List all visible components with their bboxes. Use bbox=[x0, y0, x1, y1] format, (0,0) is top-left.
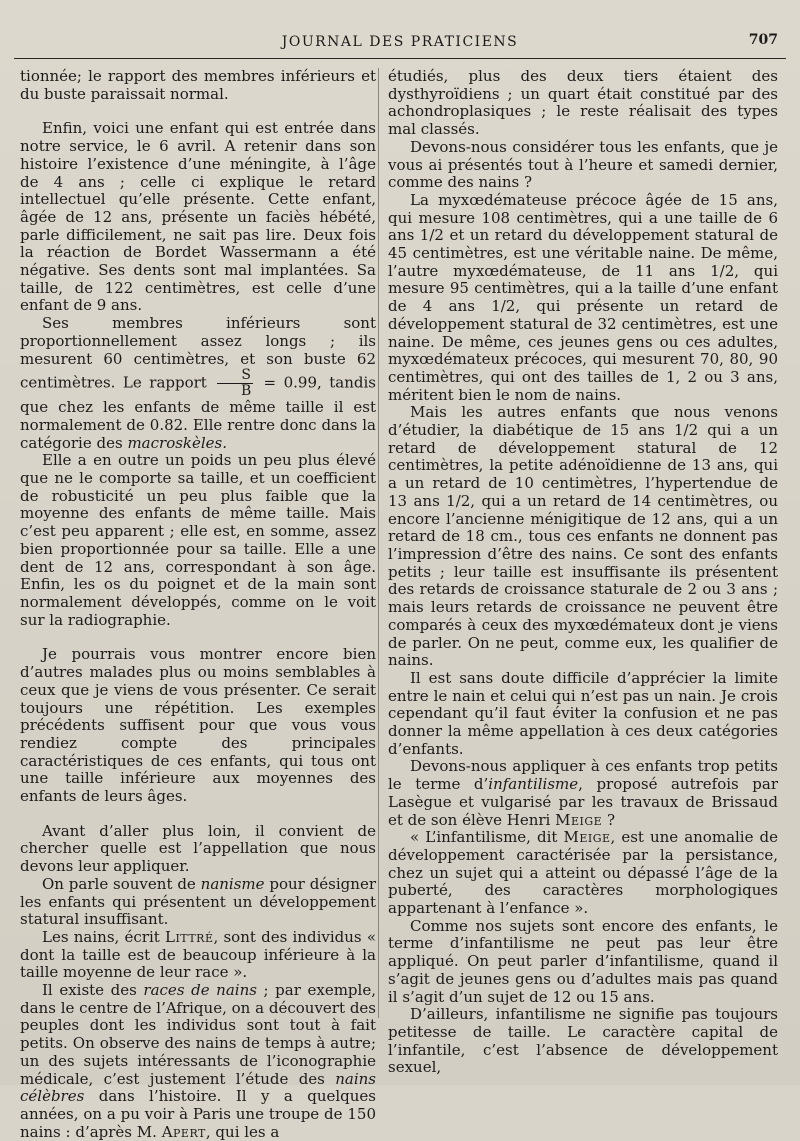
paragraph: Comme nos sujets sont encore des enfants, le terme d’infantilisme ne peut pas leur être appliqué. On peut parler d’infantilisme, quand il s’agit de jeunes gens ou d’adultes mais pas quand il s’agit d’un sujet de 12 ou 15 ans. bbox=[388, 916, 778, 1006]
text-run: , qui les a bbox=[205, 1122, 280, 1141]
text-run: ; par exemple, dans le centre de l’Afrique, on a découvert des peuples dont les individus sont tout à fait petits. On observe des nains de temps à autre; un des sujets intéressants de l’iconographie médicale, c’est justement l’étude des bbox=[20, 981, 376, 1088]
paragraph: Enfin, voici une enfant qui est entrée dans notre service, le 6 avril. A retenir dans son histoire l’existence d’une méningite, à l’âge de 4 ans ; celle ci explique le retard intellectuel qu’elle présente. Cette enfant, âgée de 12 ans, présente un faciès hébété, parle difficilement, ne sait pas lire. Deux fois la réaction de Bordet Wassermann a été négative. Ses dents sont mal implantées. Sa taille, de 122 centimètres, est celle d’une enfant de 9 ans. bbox=[20, 119, 376, 315]
paragraph: Je pourrais vous montrer encore bien d’autres malades plus ou moins semblables à ceux que je viens de vous présenter. Ce serait toujours une répétition. Les exemples précédents suffisent pour que vous vous rendiez compte des principales caractéristiques de ces enfants, qui tous ont une taille inférieure aux moyennes des enfants de leurs âges. bbox=[20, 645, 376, 806]
text-run: dans l’histoire. Il y a quelques années, on a pu voir à Paris une troupe de 150 nains : d’après M. bbox=[20, 1087, 376, 1141]
paragraph: Elle a en outre un poids un peu plus élevé que ne le comporte sa taille, et un coefficient de robusticité un peu plus faible que la moyenne des enfants de même taille. Mais c’est peu apparent ; elle est, en somme, assez bien proportionnée pour sa taille. Elle a une dent de 12 ans, correspondant à son âge. Enfin, les os du poignet et de la main sont normalement développés, comme on le voit sur la radiographie. bbox=[20, 451, 376, 629]
paragraph: D’ailleurs, infantilisme ne signifie pas toujours petitesse de taille. Le caractère capital de l’infantile, c’est l’absence de développement sexuel, bbox=[388, 1005, 778, 1077]
paragraph: Il est sans doute difficile d’apprécier la limite entre le nain et celui qui n’est pas un nain. Je crois cependant qu’il faut éviter la confusion et ne pas donner la même appellation à ces deux catégories d’enfants. bbox=[388, 668, 778, 758]
text-run: Il existe des bbox=[42, 981, 137, 1000]
text-run: « L’infantilisme, dit bbox=[410, 828, 558, 847]
term-italic: macroskèles. bbox=[127, 433, 228, 452]
page-number: 707 bbox=[748, 32, 778, 48]
text-run: Ses membres inférieurs sont proportionnellement assez longs ; ils mesurent 60 centimètres, et son buste 62 centimètres. Le rapport bbox=[20, 314, 376, 392]
paragraph bbox=[20, 982, 376, 1141]
running-title: JOURNAL DES PRATICIENS bbox=[281, 34, 519, 50]
text-run: , est une anomalie de développement caractérisée par la persistance, chez un sujet qui a atteint ou dépassé l’âge de la puberté, des caractères morphologiques appartenant à l’enfance ». bbox=[388, 828, 778, 918]
fraction-denominator: B bbox=[241, 383, 252, 400]
term-italic: nains célèbres bbox=[20, 1069, 376, 1106]
text-run: , proposé autrefois par Lasègue et vulgarisé par les travaux de Brissaud et de son élève Henri bbox=[388, 775, 778, 829]
paragraph: Avant d’aller plus loin, il convient de chercher quelle est l’appellation que nous devons leur appliquer. bbox=[20, 821, 376, 876]
text-run: Devons-nous appliquer à ces enfants trop petits le terme d’ bbox=[388, 757, 778, 794]
paragraph bbox=[20, 929, 376, 982]
author-name: Meige bbox=[555, 810, 603, 829]
paragraph: Devons-nous considérer tous les enfants, que je vous ai présentés tout à l’heure et samedi dernier, comme des nains ? bbox=[388, 137, 778, 192]
paragraph bbox=[388, 758, 778, 829]
text-run: , sont des individus « dont la taille est de beaucoup inférieure à la taille moyenne de leur race ». bbox=[20, 927, 376, 982]
text-run: On parle souvent de bbox=[42, 874, 196, 893]
paragraph: Mais les autres enfants que nous venons d’étudier, la diabétique de 15 ans 1/2 qui a un retard de développement statural de 12 centimètres, la petite adénoïdienne de 13 ans, qui a un retard de 10 centimètres, l’hypertendue de 13 ans 1/2, qui a un retard de 14 centimètres, ou encore l’ancienne ménigitique de 12 ans, qui a un retard de 18 cm., tous ces enfants ne donnent pas l’impression d’être des nains. Ce sont des enfants petits ; leur taille est insuffisante ils présentent des retards de croissance staturale de 2 ou 3 ans ; mais leurs retards de croissance ne peuvent être comparés à ceux des myxœdémateux dont je viens de parler. On ne peut, comme eux, les qualifier de nains. bbox=[388, 403, 778, 670]
left-column bbox=[20, 68, 376, 1141]
term-italic: nanisme bbox=[200, 874, 265, 893]
column-divider bbox=[378, 68, 379, 1018]
text-run: = 0.99, tandis que chez les enfants de même taille il est normalement de 0.82. Elle rentre donc dans la catégorie des bbox=[20, 373, 377, 452]
text-run: Les nains, écrit bbox=[42, 927, 160, 946]
author-name: Apert bbox=[161, 1122, 206, 1141]
paragraph: La myxœdémateuse précoce âgée de 15 ans, qui mesure 108 centimètres, qui a une taille de 6 ans 1/2 et un retard du développement statural de 45 centimètres, est une véritable naine. De même, l’autre myxœdémateuse, de 11 ans 1/2, qui mesure 95 centimètres, qui a la taille d’une enfant de 4 ans 1/2, qui présente un retard de développement statural de 32 centimètres, est une naine. De même, ces jeunes gens ou ces adultes, myxœdémateux précoces, qui mesurent 70, 80, 90 centimètres, qui ont des tailles de 1, 2 ou 3 ans, méritent bien le nom de nains. bbox=[388, 190, 778, 404]
text-run: ? bbox=[606, 810, 616, 829]
author-name: Littré bbox=[165, 927, 214, 946]
ratio-fraction bbox=[217, 368, 253, 399]
author-name: Meige bbox=[563, 828, 611, 847]
paragraph: tionnée; le rapport des membres inférieurs et du buste paraissait normal. bbox=[20, 67, 376, 103]
page-header bbox=[14, 30, 786, 59]
term-italic: races de nains bbox=[143, 981, 257, 1000]
term-italic: infantilisme bbox=[488, 775, 579, 794]
right-column bbox=[388, 68, 778, 1077]
paragraph bbox=[20, 876, 376, 929]
paragraph: étudiés, plus des deux tiers étaient des dysthyroïdiens ; un quart était constitué par des achondroplasiques ; le reste réalisait des types mal classés. bbox=[388, 67, 778, 139]
paragraph bbox=[388, 829, 778, 918]
paragraph-ratio bbox=[20, 315, 376, 452]
text-run: pour désigner les enfants qui présentent un développement statural insuffisant. bbox=[20, 874, 376, 929]
fraction-numerator: S bbox=[217, 368, 253, 384]
